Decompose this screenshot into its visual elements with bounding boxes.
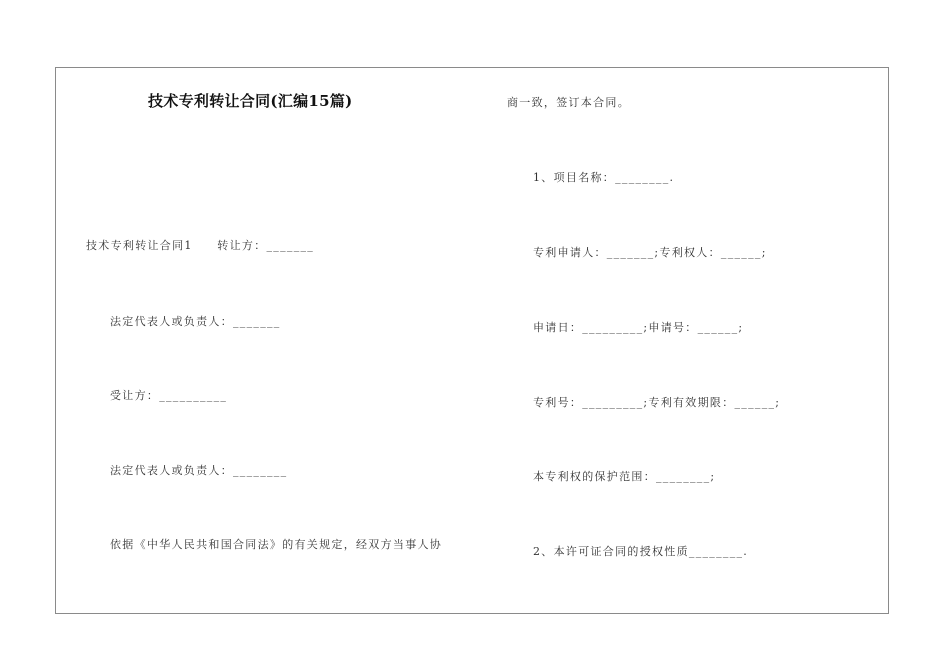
right-line-project-name: 1、项目名称：________. <box>533 171 675 184</box>
right-line-protection-scope: 本专利权的保护范围：________; <box>533 470 716 483</box>
left-line-transferee: 受让方：__________ <box>110 389 228 402</box>
left-line-legal-basis: 依据《中华人民共和国合同法》的有关规定，经双方当事人协 <box>110 538 443 551</box>
right-line-application-date: 申请日：_________;申请号：______; <box>533 321 744 334</box>
document-title: 技术专利转让合同(汇编15篇) <box>148 92 353 110</box>
left-line-transferor: 技术专利转让合同1 转让方：_______ <box>86 239 315 252</box>
right-line-patent-number: 专利号：_________;专利有效期限：______; <box>533 396 781 409</box>
right-line-agreement: 商一致，签订本合同。 <box>507 96 630 109</box>
page-frame <box>55 67 889 614</box>
right-line-license-nature: 2、本许可证合同的授权性质________. <box>533 545 749 558</box>
left-line-transferee-representative: 法定代表人或负责人：________ <box>110 464 288 477</box>
left-line-transferor-representative: 法定代表人或负责人：_______ <box>110 315 281 328</box>
right-line-patent-applicant: 专利申请人：_______;专利权人：______; <box>533 246 767 259</box>
